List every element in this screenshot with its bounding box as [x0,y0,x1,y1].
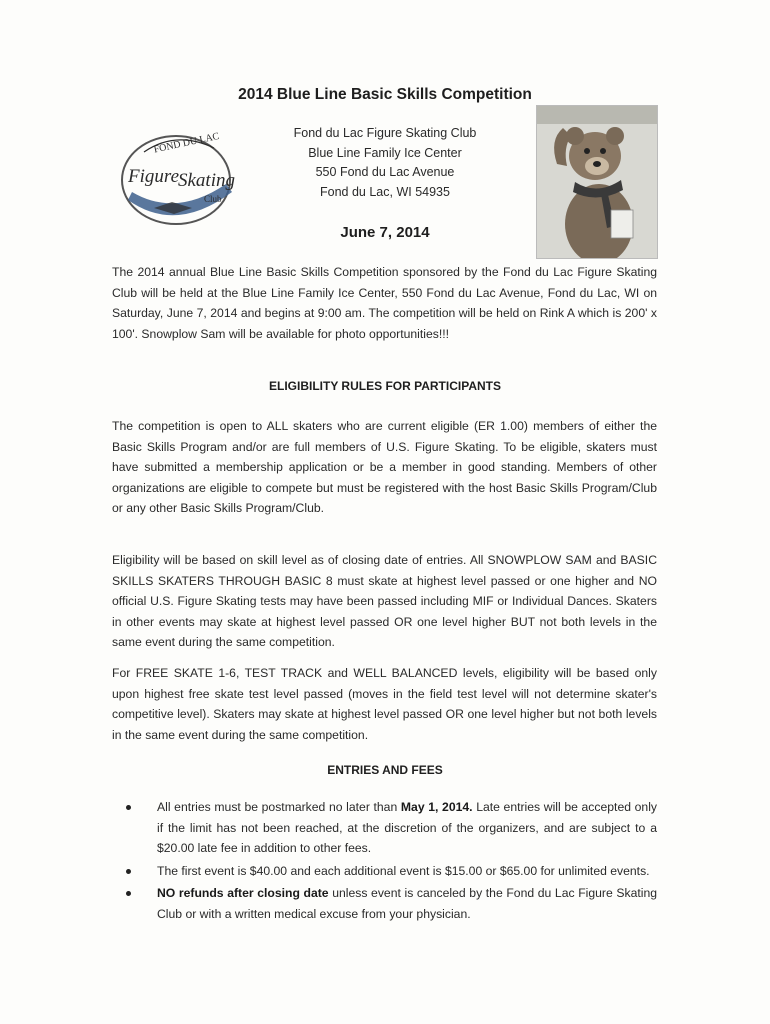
event-date: June 7, 2014 [340,224,430,241]
address-line: Fond du Lac Figure Skating Club [293,126,477,140]
address-line: Fond du Lac, WI 54935 [320,184,450,199]
bullet-text: All entries must be postmarked no later than [157,800,401,814]
logo-text-top: FOND DU LAC [152,130,221,156]
bullet-icon [126,891,131,896]
address-line: 550 Fond du Lac Avenue [315,165,455,179]
eligibility-heading: ELIGIBILITY RULES FOR PARTICIPANTS [268,379,501,393]
address-line: Blue Line Family Ice Center [308,145,462,160]
bullet-emphasis: NO refunds after closing date [157,886,329,900]
logo-text-skating: Skating [178,170,235,191]
entries-heading: ENTRIES AND FEES [327,763,443,777]
intro-paragraph: The 2014 annual Blue Line Basic Skills Competition sponsored by the Fond du Lac Figure Skating Club will be held at the Blue Line Family Ice Center, 550 Fond du Lac Avenue, Fond du Lac, WI on Saturday, June 7, 2014 and begins at 9:00 am. The competition will be held on Rink A which is 200' x 100'. Snowplow Sam will be available for photo opportunities!!! [112,265,657,341]
logo-text-figure: Figure [128,166,180,187]
eligibility-paragraph: For FREE SKATE 1-6, TEST TRACK and WELL BALANCED levels, eligibility will be based only upon highest free skate test level passed (moves in the field test level will not determine skater's competitive level). Skaters may skate at highest level passed OR one level higher but not both levels in the same event during the same competition. [112,666,657,742]
eligibility-paragraph: Eligibility will be based on skill level as of closing date of entries. All SNOWPLOW SAM and BASIC SKILLS SKATERS THROUGH BASIC 8 must skate at highest level passed or one higher and NO official U.S. Figure Skating tests may have been passed including MIF or Individual Dances. Skaters in other events may skate at highest level passed OR one level higher BUT not both levels in the same event during the same competition. [112,553,657,649]
bullet-icon [126,869,131,874]
bullet-text: The first event is $40.00 and each additional event is $15.00 or $65.00 for unlimited events. [157,863,650,878]
list-item [112,861,657,882]
eligibility-paragraph: The competition is open to ALL skaters who are current eligible (ER 1.00) members of either the Basic Skills Program and/or are full members of U.S. Figure Skating. To be eligible, skaters must have submitted a membership application or be a member in good standing. Members of other organizations are eligible to compete but must be registered with the host Basic Skills Program/Club or any other Basic Skills Program/Club. [112,419,657,515]
bullet-text: Late entries will be accepted only if the limit has not been reached, at the discretion of the organizers, and are subject to a $20.00 late fee in addition to other fees. [157,800,657,855]
entries-list [112,797,657,926]
bullet-icon [126,805,131,810]
bullet-emphasis: May 1, 2014. [400,800,473,814]
club-address [250,124,520,202]
list-item [112,797,657,859]
page-title: 2014 Blue Line Basic Skills Competition [238,86,532,103]
logo-text-club: Club [204,194,222,204]
list-item [112,883,657,924]
club-logo [114,122,244,232]
bullet-text: unless event is canceled by the Fond du Lac Figure Skating Club or with a written medical excuse from your physician. [157,886,658,921]
